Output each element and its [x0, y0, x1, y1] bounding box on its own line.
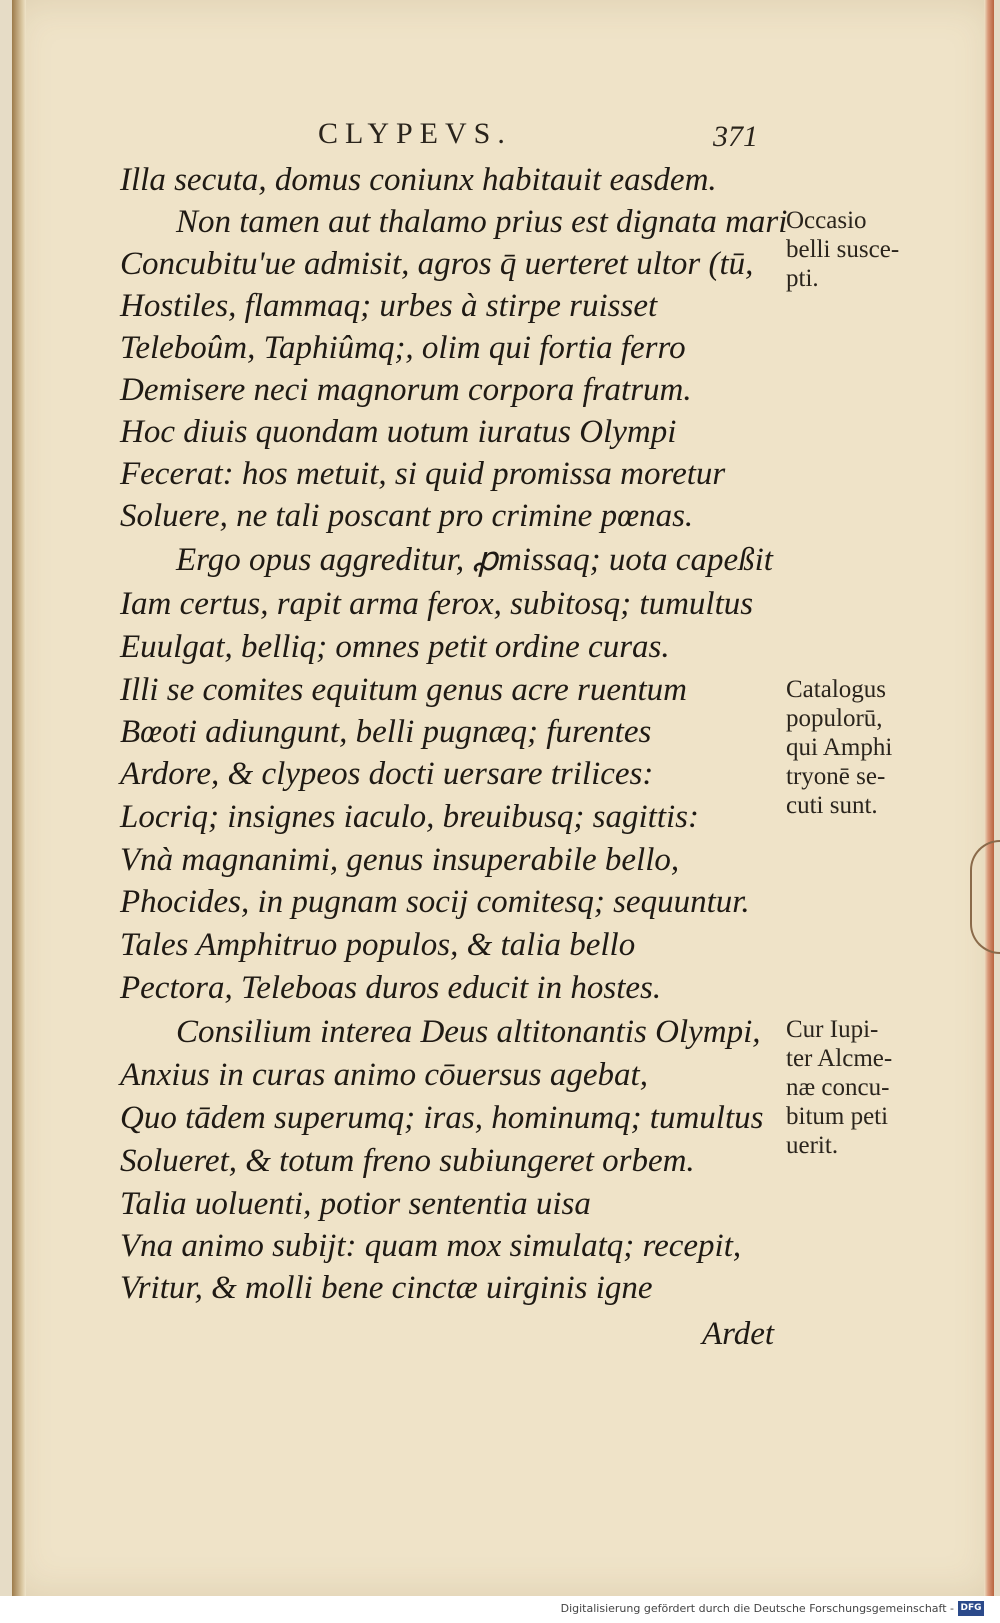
verse-line: Talia uoluenti, potior sententia uisa	[120, 1186, 591, 1222]
gloss-line: uerit.	[786, 1132, 839, 1159]
verse-line: Soluere, ne tali poscant pro crimine pœnas.	[120, 498, 694, 534]
gloss-line: ter Alcme-	[786, 1045, 893, 1072]
fore-edge	[984, 0, 994, 1596]
verse-line: Solueret, & totum freno subiungeret orbem.	[120, 1143, 695, 1179]
verse-line: Teleboûm, Taphiûmq;, olim qui fortia ferro	[120, 330, 686, 366]
gloss-line: Catalogus	[786, 676, 886, 703]
verse-line: Vna animo subijt: quam mox simulatq; recepit,	[120, 1228, 742, 1264]
verse-line: Concubitu'ue admisit, agros q̄ uerteret ultor (tū,	[120, 246, 754, 282]
gloss-line: qui Amphi	[786, 734, 893, 761]
verse-line: Hostiles, flammaq; urbes à stirpe ruisset	[120, 288, 658, 324]
verse-line: Illi se comites equitum genus acre ruentum	[120, 672, 687, 708]
verse-line: Phocides, in pugnam socij comitesq; sequuntur.	[120, 884, 750, 920]
funding-credit: Digitalisierung gefördert durch die Deutsche Forschungsgemeinschaft -	[560, 1602, 954, 1615]
verse-line: Non tamen aut thalamo prius est dignata mari	[176, 204, 788, 240]
verse-line: Tales Amphitruo populos, & talia bello	[120, 927, 636, 963]
gloss-line: næ concu-	[786, 1074, 890, 1101]
gloss-line: populorū,	[786, 705, 883, 732]
verse-line: Consilium interea Deus altitonantis Olympi,	[176, 1014, 761, 1050]
verse-line: Quo tādem superumq; iras, hominumq; tumultus	[120, 1100, 764, 1136]
gloss-line: cuti sunt.	[786, 792, 878, 819]
verse-line: Ergo opus aggreditur, ꝓmissaq; uota capeßit	[176, 542, 773, 578]
verse-line: Vritur, & molli bene cinctæ uirginis igne	[120, 1270, 653, 1306]
verse-line: Bœoti adiungunt, belli pugnæq; furentes	[120, 714, 652, 750]
verse-line: Hoc diuis quondam uotum iuratus Olympi	[120, 414, 677, 450]
verse-line: Illa secuta, domus coniunx habitauit easdem.	[120, 162, 717, 198]
gloss-line: bitum peti	[786, 1103, 889, 1130]
verse-line: Demisere neci magnorum corpora fratrum.	[120, 372, 692, 408]
gloss-line: pti.	[786, 265, 819, 292]
verse-line: Iam certus, rapit arma ferox, subitosq; tumultus	[120, 586, 754, 622]
verse-line: Vnà magnanimi, genus insuperabile bello,	[120, 842, 680, 878]
page-number: 371	[713, 120, 758, 153]
dfg-logo: DFG	[958, 1601, 984, 1616]
verse-line: Pectora, Teleboas duros educit in hostes.	[120, 970, 662, 1006]
gloss-line: tryonē se-	[786, 763, 886, 790]
verse-line: Locriq; insignes iaculo, breuibusq; sagittis:	[120, 799, 700, 835]
verse-line: Fecerat: hos metuit, si quid promissa moretur	[120, 456, 726, 492]
gloss-line: Cur Iupi-	[786, 1016, 879, 1043]
running-head: CLYPEVS.	[318, 117, 512, 150]
catchword: Ardet	[702, 1316, 775, 1352]
gloss-line: Occasio	[786, 207, 867, 234]
verse-line: Anxius in curas animo cōuersus agebat,	[120, 1057, 648, 1093]
gutter-shadow	[12, 0, 26, 1596]
page-tab-mark	[970, 840, 1000, 954]
gloss-line: belli susce-	[786, 236, 900, 263]
verse-line: Euulgat, belliq; omnes petit ordine curas.	[120, 629, 670, 665]
verse-line: Ardore, & clypeos docti uersare trilices:	[120, 756, 654, 792]
